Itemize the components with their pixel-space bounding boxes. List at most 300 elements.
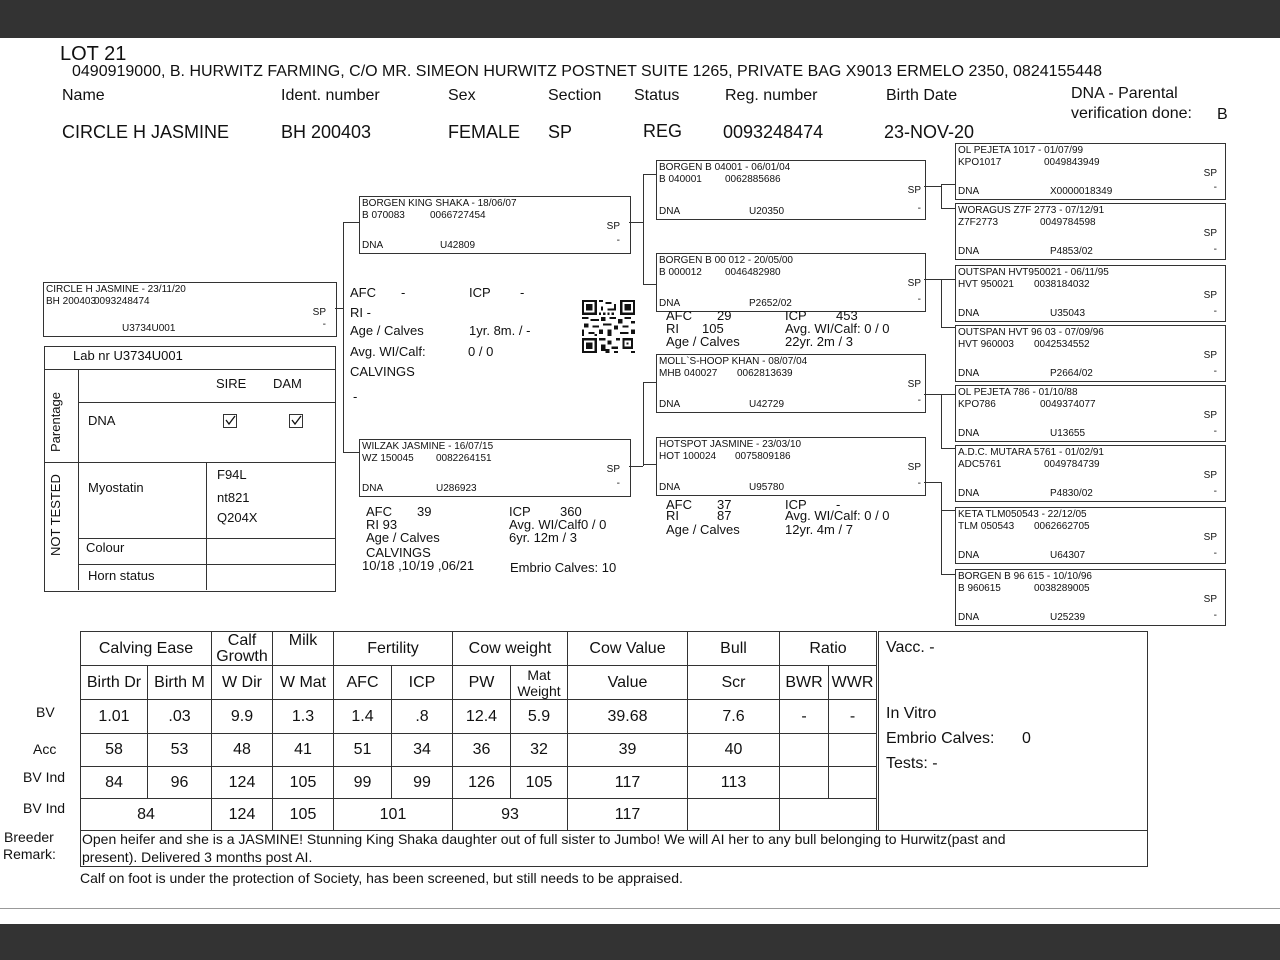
cell: 12.4 [453,700,511,734]
dd-dash: - [917,478,921,489]
cell: 1.4 [334,700,392,734]
ss-title: BORGEN B 04001 - 06/01/04 [659,162,791,173]
connector [941,279,942,327]
sire-dash: - [616,235,620,246]
dna-verified-value: B [1217,106,1228,123]
connector [629,466,643,467]
gg-1-dna: DNA [958,186,980,197]
lab-dam-header: DAM [273,376,302,391]
dd-code: U95780 [749,482,785,493]
header-sex: Sex [448,87,476,104]
col-bwr: BWR [780,666,829,700]
dd-ri-value: 87 [717,508,732,523]
animal-reg: 0093248474 [723,122,824,142]
dd-ri-label: RI [666,508,679,523]
group-milk: Milk [273,632,334,666]
pedigree-dam-sire-box [656,354,926,413]
pedigree-gg-5 [955,385,1226,442]
cell [780,767,829,799]
ds-reg: 0062813639 [737,368,793,379]
gg-7-section: SP [1203,532,1217,543]
cell: 51 [334,734,392,767]
table-row-bv-ind [81,767,877,799]
dam-age-label: Age / Calves [366,530,440,545]
cell: 126 [453,767,511,799]
remark-label-2: Remark: [3,846,56,862]
gg-7-reg: 0062662705 [1034,521,1090,532]
table-row-bv-ind-combined [81,799,877,831]
calf-label: Calf [227,631,257,649]
group-bull: Bull [688,632,780,666]
dd-afc-label: AFC [666,497,692,512]
pedigree-self-box [43,282,337,337]
self-icp-value: - [520,285,525,300]
growth-label: Growth [216,647,268,665]
cell: 1.01 [81,700,148,734]
lab-dna-label: DNA [88,413,116,428]
qr-code-icon [582,300,635,353]
header-ident: Ident. number [281,87,380,104]
pedigree-gg-8 [955,569,1226,626]
group-cow-value: Cow Value [568,632,688,666]
self-calvings-value: - [353,389,358,404]
myostatin-nt821: nt821 [217,490,250,505]
gg-6-reg: 0049784739 [1044,459,1100,470]
dam-ri: RI 93 [366,517,398,532]
sd-wi: Avg. WI/Calf: 0 / 0 [785,321,890,336]
cell: 124 [212,799,273,831]
header-dna-1: DNA - Parental [1071,85,1178,102]
animal-section: SP [548,122,573,142]
gg-6-ident: ADC5761 [958,459,1002,470]
header-status: Status [634,87,680,104]
dd-section: SP [907,462,921,473]
gg-4-section: SP [1203,350,1217,361]
sd-ri-value: 105 [702,321,724,336]
dd-dna: DNA [659,482,681,493]
dd-age-label: Age / Calves [666,522,740,537]
sd-reg: 0046482980 [725,267,781,278]
top-bar [0,0,1280,38]
connector [941,184,942,208]
col-birth-dr: Birth Dr [81,666,148,700]
connector [643,284,656,285]
gg-1-ident: KPO1017 [958,157,1002,168]
cell: 99 [392,767,453,799]
cell: 34 [392,734,453,767]
connector [343,222,344,452]
cell: 40 [688,734,780,767]
row-label-acc: Acc [33,741,57,757]
ds-dna: DNA [659,399,681,410]
gg-3-dna: DNA [958,308,980,319]
gg-6-title: A.D.C. MUTARA 5761 - 01/02/91 [958,447,1104,458]
remark-text-2: present). Delivered 3 months post AI. [82,849,313,865]
check-icon [290,415,302,427]
header-section: Section [548,87,602,104]
ds-dash: - [917,395,921,406]
gg-8-code: U25239 [1050,612,1086,623]
bottom-bar [0,924,1280,960]
bottom-divider [0,908,1280,909]
gg-2-section: SP [1203,228,1217,239]
dam-icp-label: ICP [509,504,531,519]
connector [941,510,955,511]
embrio-calves-label: Embrio Calves: [886,730,995,747]
colour-label: Colour [86,540,125,555]
pedigree-sire-sire-box [656,160,926,220]
myostatin-q204x: Q204X [217,510,258,525]
self-age-label: Age / Calves [350,323,424,338]
connector [343,222,359,223]
dam-dna: DNA [362,483,384,494]
sire-dna: DNA [362,240,384,251]
sire-code: U42809 [440,240,476,251]
gg-5-section: SP [1203,410,1217,421]
table-row-bv [81,700,877,734]
header-reg: Reg. number [725,87,818,104]
cell: 48 [212,734,273,767]
sd-icp-value: 453 [836,308,858,323]
pedigree-sire-box [359,196,631,254]
gg-4-dna: DNA [958,368,980,379]
self-title: CIRCLE H JASMINE - 23/11/20 [46,284,186,295]
cell: - [780,700,829,734]
dd-wi: Avg. WI/Calf: 0 / 0 [785,508,890,523]
divider [79,564,335,565]
cell: 5.9 [511,700,568,734]
dd-title: HOTSPOT JASMINE - 23/03/10 [659,439,802,450]
col-w-mat: W Mat [273,666,334,700]
cell: 105 [511,767,568,799]
self-ri: RI - [350,305,371,320]
weight-label: Weight [517,682,561,699]
sd-ident: B 000012 [659,267,702,278]
gg-3-ident: HVT 950021 [958,279,1014,290]
cell: 96 [148,767,212,799]
col-scr: Scr [688,666,780,700]
group-calf-growth [212,632,273,666]
lot-number: LOT 21 [60,43,127,65]
horn-status-label: Horn status [88,568,155,583]
gg-6-code: P4830/02 [1050,488,1093,499]
connector [924,186,941,187]
connector [941,394,942,448]
sd-afc-label: AFC [666,308,692,323]
dam-icp-value: 360 [560,504,582,519]
sire-section: SP [606,221,620,232]
dd-reg: 0075809186 [735,451,791,462]
gg-1-code: X0000018349 [1050,186,1113,197]
cell: - [829,700,877,734]
gg-8-ident: B 960615 [958,583,1001,594]
sd-afc-value: 29 [717,308,732,323]
lab-sire-header: SIRE [216,376,247,391]
myostatin-f94l: F94L [217,467,247,482]
divider [44,462,336,463]
col-w-dir: W Dir [212,666,273,700]
ds-code: U42729 [749,399,785,410]
cell: 32 [511,734,568,767]
header-name: Name [62,87,105,104]
col-birth-m: Birth M [148,666,212,700]
pedigree-sire-dam-box [656,253,926,312]
dam-code: U286923 [436,483,477,494]
gg-3-dash: - [1213,306,1217,317]
divider [206,463,207,590]
gg-3-title: OUTSPAN HVT950021 - 06/11/95 [958,267,1109,278]
self-age-value: 1yr. 8m. / - [469,323,531,338]
self-wi-value: 0 / 0 [468,344,494,359]
dam-title: WILZAK JASMINE - 16/07/15 [362,441,494,452]
animal-ident: BH 200403 [281,122,372,142]
mat-label: Mat [527,666,551,683]
ss-dash: - [917,203,921,214]
sd-code: P2652/02 [749,298,792,309]
self-afc-label: AFC [350,285,376,300]
vacc-label: Vacc. - [886,639,935,656]
col-wwr: WWR [829,666,877,700]
gg-4-title: OUTSPAN HVT 96 03 - 07/09/96 [958,327,1104,338]
connector [941,574,955,575]
parentage-label: Parentage [48,392,63,452]
ds-ident: MHB 040027 [659,368,718,379]
connector [643,174,644,284]
ss-reg: 0062885686 [725,174,781,185]
connector [924,279,941,280]
gg-2-code: P4853/02 [1050,246,1093,257]
col-afc: AFC [334,666,392,700]
col-value: Value [568,666,688,700]
dd-ident: HOT 100024 [659,451,717,462]
connector [941,208,955,209]
gg-2-title: WORAGUS Z7F 2773 - 07/12/91 [958,205,1105,216]
gg-3-reg: 0038184032 [1034,279,1090,290]
pedigree-gg-7 [955,507,1226,564]
gg-5-dna: DNA [958,428,980,439]
cell: 124 [212,767,273,799]
connector [941,482,942,574]
col-icp: ICP [392,666,453,700]
sd-icp-label: ICP [785,308,807,323]
connector [941,279,955,280]
gg-4-ident: HVT 960003 [958,339,1014,350]
cell: .03 [148,700,212,734]
dd-icp-label: ICP [785,497,807,512]
cell: 36 [453,734,511,767]
gg-6-section: SP [1203,470,1217,481]
self-icp-label: ICP [469,285,491,300]
gg-5-dash: - [1213,426,1217,437]
gg-7-code: U64307 [1050,550,1086,561]
not-tested-label: NOT TESTED [48,474,63,556]
gg-4-reg: 0042534552 [1034,339,1090,350]
cell: 84 [81,767,148,799]
dam-calvings-label: CALVINGS [366,545,431,560]
pedigree-gg-6 [955,445,1226,502]
dam-reg: 0082264151 [436,453,492,464]
sd-title: BORGEN B 00 012 - 20/05/00 [659,255,793,266]
cell: 117 [568,799,688,831]
gg-6-dna: DNA [958,488,980,499]
cell: 93 [453,799,568,831]
connector [941,394,955,395]
cell: 58 [81,734,148,767]
sire-dna-checkbox [223,414,237,428]
divider [79,538,335,539]
dam-wi: Avg. WI/Calf0 / 0 [509,517,607,532]
cell: 84 [81,799,212,831]
gg-4-code: P2664/02 [1050,368,1093,379]
gg-1-reg: 0049843949 [1044,157,1100,168]
pedigree-dam-box [359,439,631,497]
gg-2-ident: Z7F2773 [958,217,999,228]
row-label-bv: BV [36,704,55,720]
gg-8-reg: 0038289005 [1034,583,1090,594]
table-row-acc [81,734,877,767]
tests-label: Tests: - [886,755,938,772]
cell [829,734,877,767]
gg-3-code: U35043 [1050,308,1086,319]
col-pw: PW [453,666,511,700]
gg-5-ident: KPO786 [958,399,996,410]
animal-birth: 23-NOV-20 [884,122,975,142]
connector [643,382,656,383]
cell: 39 [568,734,688,767]
dd-age-value: 12yr. 4m / 7 [785,522,853,537]
dam-afc-value: 39 [417,504,432,519]
cell: 1.3 [273,700,334,734]
self-afc-value: - [401,285,406,300]
row-label-bvind: BV Ind [23,769,66,785]
ss-dna: DNA [659,206,681,217]
ds-section: SP [907,379,921,390]
pedigree-gg-2 [955,203,1226,260]
divider [44,369,336,370]
gg-6-dash: - [1213,486,1217,497]
self-reg: 0093248474 [94,296,150,307]
dam-age-value: 6yr. 12m / 3 [509,530,577,545]
group-ratio: Ratio [780,632,877,666]
header-birth: Birth Date [886,87,958,104]
ss-ident: B 040001 [659,174,702,185]
sd-dna: DNA [659,298,681,309]
cell: 101 [334,799,453,831]
cell: 117 [568,767,688,799]
gg-5-code: U13655 [1050,428,1086,439]
dd-icp-value: - [836,497,841,512]
connector [941,448,955,449]
cell: 7.6 [688,700,780,734]
gg-5-title: OL PEJETA 786 - 01/10/88 [958,387,1078,398]
dam-calvings-value: 10/18 ,10/19 ,06/21 [362,558,475,573]
footer-note: Calf on foot is under the protection of Society, has been screened, but still needs to be appraised. [80,870,683,886]
gg-4-dash: - [1213,366,1217,377]
animal-name: CIRCLE H JASMINE [62,122,230,142]
self-code: U3734U001 [122,323,176,334]
gg-2-reg: 0049784598 [1040,217,1096,228]
group-fertility: Fertility [334,632,453,666]
gg-1-section: SP [1203,168,1217,179]
remark-label-1: Breeder [4,829,54,845]
sd-age-value: 22yr. 2m / 3 [785,334,853,349]
dam-dna-checkbox [289,414,303,428]
header-dna-2: verification done: [1071,105,1192,122]
sire-title: BORGEN KING SHAKA - 18/06/07 [362,198,517,209]
dam-embrio: Embrio Calves: 10 [510,560,617,575]
pedigree-gg-1 [955,143,1226,200]
breeding-values-table [80,631,877,831]
gg-8-dna: DNA [958,612,980,623]
self-dash: - [322,319,326,330]
dam-ident: WZ 150045 [362,453,414,464]
animal-sex: FEMALE [448,122,521,142]
connector [335,308,343,309]
connector [629,222,643,223]
ss-section: SP [907,185,921,196]
cell: 41 [273,734,334,767]
group-cow-weight: Cow weight [453,632,568,666]
gg-7-dna: DNA [958,550,980,561]
ss-code: U20350 [749,206,785,217]
breeder-line: 0490919000, B. HURWITZ FARMING, C/O MR. SIMEON HURWITZ POSTNET SUITE 1265, PRIVATE BAG X9013 ERMELO 2350, 0824155448 [72,63,1102,80]
self-section: SP [312,307,326,318]
connector [643,174,656,175]
connector [343,452,359,453]
cell [829,767,877,799]
dd-afc-value: 37 [717,497,732,512]
sire-reg: 0066727454 [430,210,486,221]
cell: 113 [688,767,780,799]
connector [924,394,941,395]
row-label-bvind2: BV Ind [23,800,66,816]
connector [924,482,941,483]
connector [941,327,955,328]
cell [780,799,877,831]
cell [780,734,829,767]
connector [941,184,955,185]
cell: 9.9 [212,700,273,734]
group-calving-ease: Calving Ease [81,632,212,666]
sd-ri-label: RI [666,321,679,336]
gg-8-title: BORGEN B 96 615 - 10/10/96 [958,571,1092,582]
cell: 105 [273,799,334,831]
cell: .8 [392,700,453,734]
gg-7-dash: - [1213,548,1217,559]
gg-8-dash: - [1213,610,1217,621]
sd-dash: - [917,294,921,305]
cell: 53 [148,734,212,767]
col-mat-weight [511,666,568,700]
dam-section: SP [606,464,620,475]
gg-8-section: SP [1203,594,1217,605]
divider [78,370,79,590]
pedigree-dam-dam-box [656,437,926,496]
cell: 105 [273,767,334,799]
pedigree-gg-3 [955,265,1226,322]
gg-5-reg: 0049374077 [1040,399,1096,410]
gg-7-title: KETA TLM050543 - 22/12/05 [958,509,1087,520]
gg-3-section: SP [1203,290,1217,301]
self-wi-label: Avg. WI/Calf: [350,344,426,359]
gg-2-dna: DNA [958,246,980,257]
pedigree-gg-4 [955,325,1226,382]
dam-dash: - [616,478,620,489]
embrio-calves-value: 0 [1022,730,1031,747]
myostatin-label: Myostatin [88,480,144,495]
self-calvings-label: CALVINGS [350,364,415,379]
connector [643,464,656,465]
